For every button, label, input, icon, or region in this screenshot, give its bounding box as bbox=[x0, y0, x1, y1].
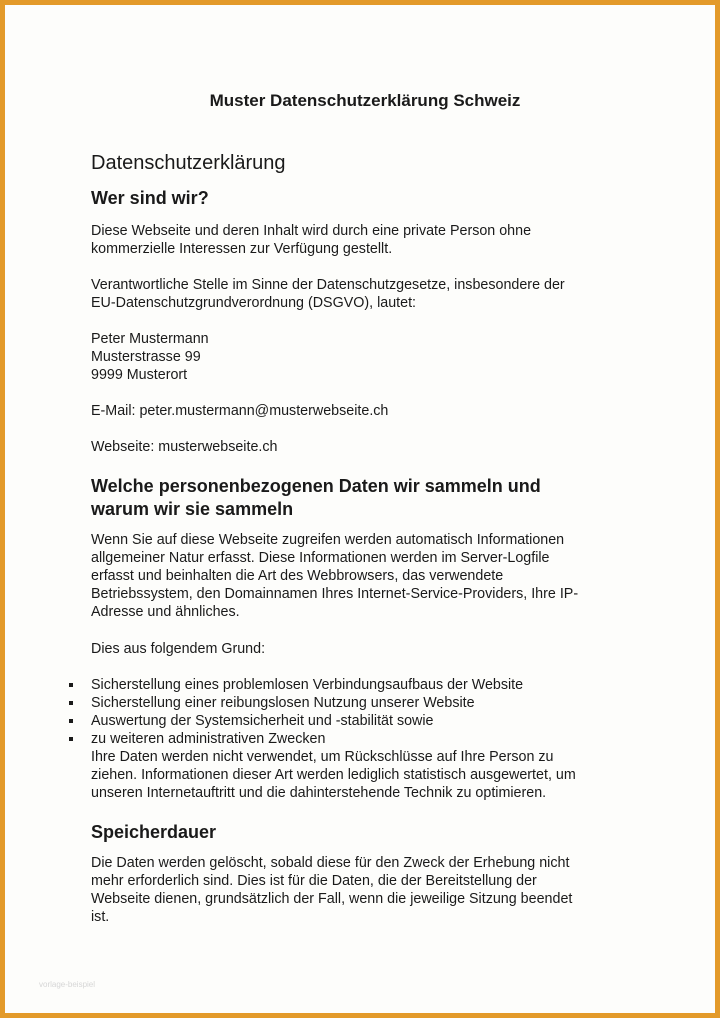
contact-website: Webseite: musterwebseite.ch bbox=[91, 439, 278, 455]
data-usage-paragraph bbox=[91, 748, 636, 802]
text-line: ist. bbox=[91, 909, 110, 925]
list-item-text: zu weiteren administrativen Zwecken bbox=[91, 731, 326, 747]
contact-street: Musterstrasse 99 bbox=[91, 349, 201, 365]
list-item bbox=[91, 694, 523, 712]
text-line: kommerzielle Interessen zur Verfügung gestellt. bbox=[91, 241, 393, 257]
text-line: mehr erforderlich sind. Dies ist für die Daten, die der Bereitstellung der bbox=[91, 873, 537, 889]
contact-email: E-Mail: peter.mustermann@musterwebseite.ch bbox=[91, 403, 389, 419]
list-item bbox=[91, 676, 523, 694]
text-line: Diese Webseite und deren Inhalt wird durch eine private Person ohne bbox=[91, 223, 532, 239]
text-line: ziehen. Informationen dieser Art werden lediglich statistisch ausgewertet, um bbox=[91, 767, 576, 783]
responsible-paragraph bbox=[91, 276, 636, 312]
section-heading-retention: Speicherdauer bbox=[91, 822, 217, 842]
text-line: Ihre Daten werden nicht verwendet, um Rückschlüsse auf Ihre Person zu bbox=[91, 749, 554, 765]
retention-paragraph bbox=[91, 854, 636, 926]
text-line: unseren Internetauftritt und die dahinterstehende Technik zu optimieren. bbox=[91, 785, 547, 801]
reason-list bbox=[91, 676, 523, 748]
text-line: Betriebssystem, den Domainnamen Ihres Internet-Service-Providers, Ihre IP- bbox=[91, 586, 579, 602]
section-heading-who: Wer sind wir? bbox=[91, 188, 209, 208]
data-collection-paragraph bbox=[91, 531, 636, 621]
bullet-icon bbox=[69, 701, 73, 705]
list-item bbox=[91, 730, 523, 748]
list-item bbox=[91, 712, 523, 730]
list-item-text: Sicherstellung einer reibungslosen Nutzung unserer Website bbox=[91, 695, 475, 711]
document-title: Muster Datenschutzerklärung Schweiz bbox=[209, 91, 521, 110]
bullet-icon bbox=[69, 683, 73, 687]
text-line: allgemeiner Natur erfasst. Diese Informationen werden im Server-Logfile bbox=[91, 550, 550, 566]
list-item-text: Sicherstellung eines problemlosen Verbindungsaufbaus der Website bbox=[91, 677, 524, 693]
intro-paragraph bbox=[91, 222, 636, 258]
contact-name: Peter Mustermann bbox=[91, 331, 209, 347]
watermark: vorlage-beispiel bbox=[39, 980, 96, 989]
heading-line: warum wir sie sammeln bbox=[91, 499, 294, 519]
list-item-text: Auswertung der Systemsicherheit und -stabilität sowie bbox=[91, 713, 434, 729]
text-line: EU-Datenschutzgrundverordnung (DSGVO), lautet: bbox=[91, 295, 417, 311]
page-heading: Datenschutzerklärung bbox=[91, 152, 286, 174]
text-line: Die Daten werden gelöscht, sobald diese für den Zweck der Erhebung nicht bbox=[91, 855, 570, 871]
contact-city: 9999 Musterort bbox=[91, 367, 188, 383]
heading-line: Welche personenbezogenen Daten wir sammeln und bbox=[91, 476, 541, 496]
text-line: erfasst und beinhalten die Art des Webbrowsers, das verwendete bbox=[91, 568, 504, 584]
address-block bbox=[91, 330, 636, 384]
text-line: Wenn Sie auf diese Webseite zugreifen werden automatisch Informationen bbox=[91, 532, 565, 548]
bullet-icon bbox=[69, 719, 73, 723]
text-line: Webseite dienen, grundsätzlich der Fall, wenn die jeweilige Sitzung beendet bbox=[91, 891, 573, 907]
reason-intro: Dies aus folgendem Grund: bbox=[91, 641, 266, 657]
section-heading-data bbox=[91, 475, 541, 521]
text-line: Adresse und ähnliches. bbox=[91, 604, 240, 620]
text-line: Verantwortliche Stelle im Sinne der Datenschutzgesetze, insbesondere der bbox=[91, 277, 565, 293]
bullet-icon bbox=[69, 737, 73, 741]
